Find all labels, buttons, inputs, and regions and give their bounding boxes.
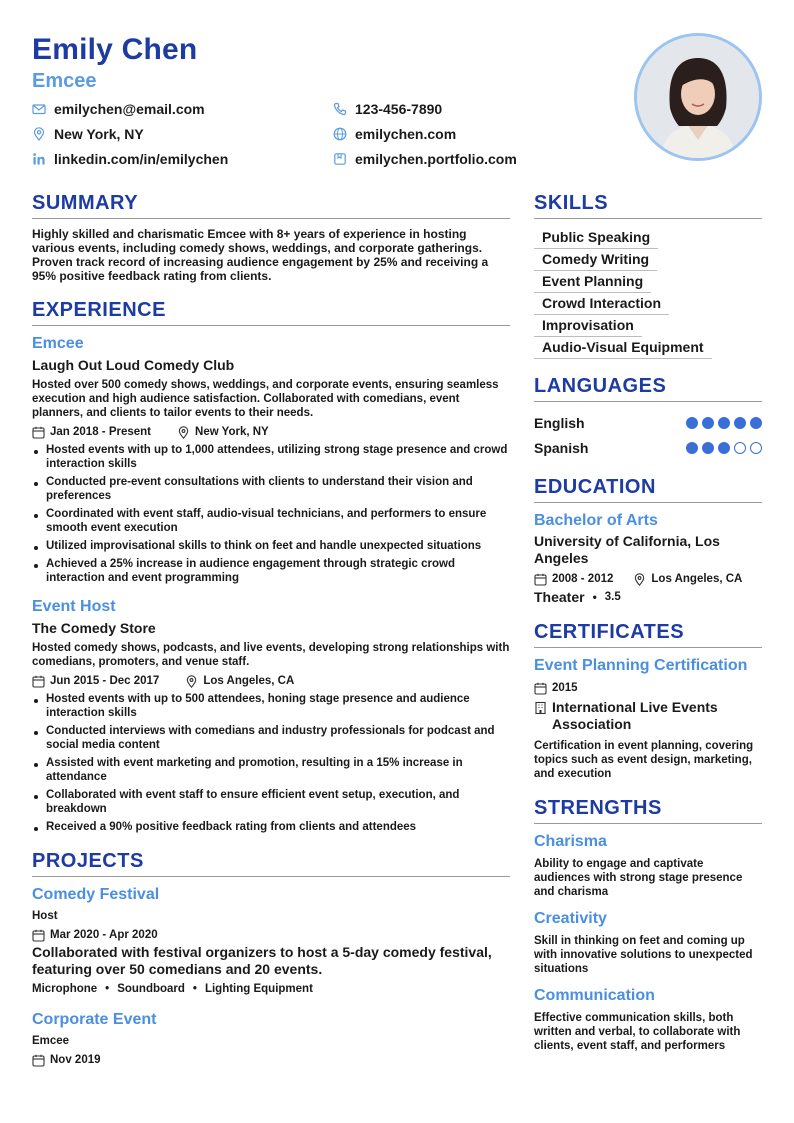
language-level-dots [686, 417, 762, 429]
job-bullet: Conducted pre-event consultations with clients to understand their vision and preferences [32, 475, 510, 503]
location-pin-icon [633, 573, 646, 586]
strength-title: Communication [534, 987, 655, 1004]
project-entry [32, 1010, 510, 1067]
website-text: emilychen.com [355, 126, 457, 142]
language-row [534, 410, 762, 435]
job-bullet: Collaborated with event staff to ensure efficient event setup, execution, and breakdown [32, 788, 510, 816]
strength-entry [534, 909, 762, 976]
job-title: Event Host [32, 598, 116, 615]
language-level-dots [686, 442, 762, 454]
summary-text: Highly skilled and charismatic Emcee with 8+ years of experience in hosting various events, including comedy shows, weddings, and corporate gatherings. Proven track record of increasing audience engagement by 25% and receiving a 95% positive feedback rating from clients. [32, 227, 489, 283]
education-field-row: Theater • 3.5 [534, 589, 621, 605]
job-bullet: Received a 90% positive feedback rating from clients and attendees [32, 820, 510, 834]
skills-section [534, 190, 762, 359]
phone-icon [333, 102, 347, 116]
strengths-section [534, 795, 762, 1053]
level-dot-empty [734, 442, 746, 454]
contact-portfolio[interactable] [333, 150, 593, 168]
strength-title: Creativity [534, 910, 607, 927]
strength-title: Charisma [534, 833, 607, 850]
location-pin-icon [177, 426, 190, 439]
project-dates: Mar 2020 - Apr 2020 [50, 929, 158, 941]
job-bullet: Coordinated with event staff, audio-visual technicians, and performers to ensure smooth event execution [32, 507, 510, 535]
strength-description: Effective communication skills, both written and verbal, to collaborate with clients, event staff, and performers [534, 1012, 741, 1052]
calendar-icon [32, 929, 45, 942]
linkedin-icon [32, 152, 46, 166]
profile-photo [634, 33, 762, 161]
calendar-icon [32, 675, 45, 688]
education-degree: Bachelor of Arts [534, 512, 658, 529]
project-role: Emcee [32, 1035, 70, 1047]
certificate-name: Event Planning Certification [534, 657, 748, 674]
project-title: Corporate Event [32, 1011, 157, 1028]
strengths-heading: STRENGTHS [534, 795, 762, 824]
strength-entry [534, 986, 762, 1053]
calendar-icon [534, 682, 547, 695]
skills-list [534, 227, 762, 359]
job-company: Laugh Out Loud Comedy Club [32, 357, 235, 373]
job-description: Hosted over 500 comedy shows, weddings, and corporate events, ensuring seamless execution and high audience satisfaction. Collaborated with comedians, event planners, and clients to tailor events to their needs. [32, 379, 499, 419]
projects-section [32, 848, 510, 1067]
calendar-icon [32, 426, 45, 439]
language-name: Spanish [534, 439, 589, 456]
languages-heading: LANGUAGES [534, 373, 762, 402]
project-description: Collaborated with festival organizers to host a 5-day comedy festival, featuring over 50 comedians and 20 events. [32, 944, 492, 977]
project-tool: Soundboard [117, 983, 185, 995]
job-description: Hosted comedy shows, podcasts, and live events, developing strong relationships with comedians, promoters, and venue staff. [32, 642, 510, 668]
skill-tag: Crowd Interaction [534, 293, 669, 315]
certificates-section [534, 619, 762, 781]
education-heading: EDUCATION [534, 474, 762, 503]
calendar-icon [534, 573, 547, 586]
education-section [534, 474, 762, 605]
job-meta [32, 425, 510, 439]
contact-list [32, 100, 592, 168]
contact-phone[interactable] [333, 100, 593, 118]
level-dot-filled [686, 417, 698, 429]
experience-section [32, 297, 510, 834]
skills-heading: SKILLS [534, 190, 762, 219]
project-meta [32, 1053, 510, 1067]
education-gpa: 3.5 [604, 591, 621, 603]
education-location: Los Angeles, CA [651, 573, 743, 585]
candidate-role: Emcee [32, 70, 97, 92]
level-dot-filled [734, 417, 746, 429]
job-company: The Comedy Store [32, 620, 156, 636]
right-column [534, 190, 762, 1067]
contact-email[interactable] [32, 100, 333, 118]
candidate-name: Emily Chen [32, 33, 198, 66]
contact-location [32, 125, 333, 143]
job-bullet: Utilized improvisational skills to think on feet and handle unexpected situations [32, 539, 510, 553]
level-dot-filled [702, 442, 714, 454]
job-bullet: Conducted interviews with comedians and industry professionals for podcast and social media content [32, 724, 510, 752]
linkedin-text: linkedin.com/in/emilychen [54, 151, 229, 167]
education-field: Theater [534, 589, 585, 605]
job-bullet: Achieved a 25% increase in audience engagement through strategic crowd interaction and event programming [32, 557, 510, 585]
strength-entry [534, 832, 762, 899]
location-text: New York, NY [54, 126, 144, 142]
project-meta [32, 928, 510, 942]
project-tools: Microphone • Soundboard • Lighting Equipment [32, 983, 313, 995]
job-title: Emcee [32, 335, 84, 352]
location-pin-icon [185, 675, 198, 688]
education-school: University of California, Los Angeles [534, 533, 720, 566]
job-meta [32, 674, 510, 688]
project-tool: Lighting Equipment [204, 983, 313, 995]
portfolio-icon [333, 152, 347, 166]
project-dates: Nov 2019 [50, 1054, 101, 1066]
languages-section [534, 373, 762, 460]
level-dot-filled [750, 417, 762, 429]
skill-tag: Improvisation [534, 315, 642, 337]
project-role: Host [32, 910, 58, 922]
projects-heading: PROJECTS [32, 848, 510, 877]
job-entry [32, 597, 510, 834]
contact-website[interactable] [333, 125, 593, 143]
summary-heading: SUMMARY [32, 190, 510, 219]
job-bullet: Assisted with event marketing and promotion, resulting in a 15% increase in attendance [32, 756, 510, 784]
level-dot-filled [718, 417, 730, 429]
certificates-heading: CERTIFICATES [534, 619, 762, 648]
job-dates: Jan 2018 - Present [50, 426, 152, 438]
job-location: Los Angeles, CA [203, 675, 295, 687]
certificate-org: International Live Events Association [552, 699, 718, 732]
job-entry [32, 334, 510, 585]
education-dates: 2008 - 2012 [552, 573, 614, 585]
certificate-year: 2015 [552, 682, 578, 694]
job-location: New York, NY [195, 426, 269, 438]
building-icon [534, 701, 547, 714]
education-meta [534, 572, 762, 586]
job-bullets [32, 692, 510, 834]
strength-description: Ability to engage and captivate audiences with strong stage presence and charisma [534, 858, 743, 898]
contact-linkedin[interactable] [32, 150, 333, 168]
project-entry [32, 885, 510, 996]
email-icon [32, 102, 46, 116]
language-name: English [534, 414, 585, 431]
email-text: emilychen@email.com [54, 101, 205, 117]
certificate-meta [534, 681, 762, 695]
language-row [534, 435, 762, 460]
globe-icon [333, 127, 347, 141]
level-dot-filled [702, 417, 714, 429]
portfolio-text: emilychen.portfolio.com [355, 151, 517, 167]
job-dates: Jun 2015 - Dec 2017 [50, 675, 160, 687]
job-bullet: Hosted events with up to 1,000 attendees, utilizing strong stage presence and crowd interaction skills [32, 443, 510, 471]
phone-text: 123-456-7890 [355, 101, 443, 117]
job-bullet: Hosted events with up to 500 attendees, honing stage presence and audience interaction skills [32, 692, 510, 720]
experience-heading: EXPERIENCE [32, 297, 510, 326]
header [32, 34, 592, 168]
level-dot-empty [750, 442, 762, 454]
skill-tag: Public Speaking [534, 227, 658, 249]
skill-tag: Comedy Writing [534, 249, 657, 271]
left-column [32, 190, 510, 1081]
location-pin-icon [32, 127, 46, 141]
summary-section [32, 190, 510, 283]
project-title: Comedy Festival [32, 886, 160, 903]
level-dot-filled [718, 442, 730, 454]
certificate-org-row [534, 699, 762, 733]
project-tool: Microphone [32, 983, 98, 995]
strength-description: Skill in thinking on feet and coming up with innovative solutions to unexpected situations [534, 935, 753, 975]
calendar-icon [32, 1054, 45, 1067]
skill-tag: Audio-Visual Equipment [534, 337, 712, 359]
skill-tag: Event Planning [534, 271, 651, 293]
level-dot-filled [686, 442, 698, 454]
job-bullets [32, 443, 510, 585]
certificate-description: Certification in event planning, covering topics such as event design, marketing, and execution [534, 740, 754, 780]
